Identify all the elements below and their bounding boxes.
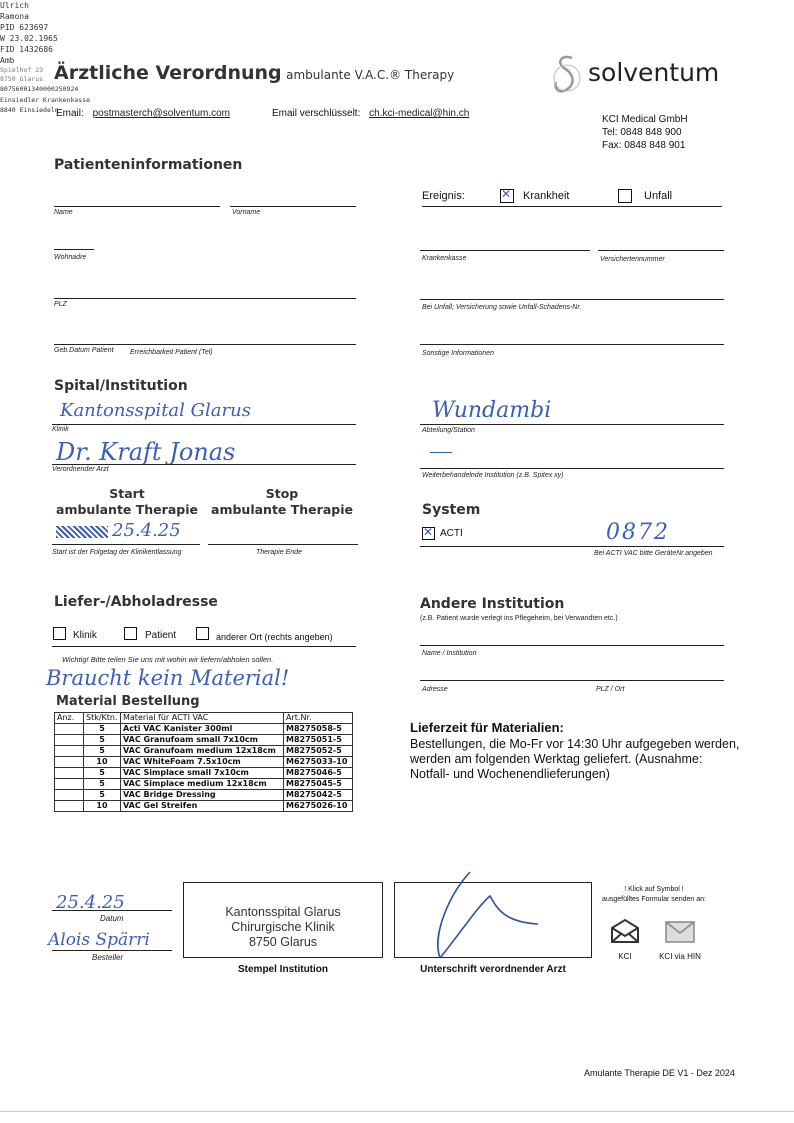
- start-line: [52, 544, 200, 545]
- page-bottom-rule: [0, 1111, 794, 1112]
- besteller-caption: Besteller: [92, 953, 124, 962]
- name-line: [54, 206, 220, 207]
- datum-line: [52, 910, 172, 911]
- system-caption: Bei ACTI VAC bitte GeräteNr.angeben: [594, 550, 713, 557]
- tel-caption: Erreichbarkeit Patient (Tel): [130, 349, 213, 356]
- email-enc-link[interactable]: ch.kci-medical@hin.ch: [369, 108, 470, 119]
- datum-caption: Datum: [100, 914, 124, 923]
- liefer-note: Wichtig! Bitte teilen Sie uns mit wohin wir liefern/abholen sollen.: [62, 655, 274, 664]
- col-anz: Anz.: [55, 713, 84, 724]
- system-heading: System: [422, 502, 481, 518]
- material-stk-cell: 5: [84, 779, 121, 790]
- klinik-handwriting: Kantonsspital Glarus: [60, 400, 251, 421]
- material-anz-cell[interactable]: [55, 724, 84, 735]
- liefer-anderer-label: [216, 632, 333, 642]
- material-name-cell: VAC Simplace small 7x10cm: [121, 768, 284, 779]
- material-name-cell: VAC Granufoam medium 12x18cm: [121, 746, 284, 757]
- company-name: KCI Medical GmbH: [602, 114, 688, 125]
- krankheit-checkbox[interactable]: [500, 189, 514, 203]
- plz-line: [54, 298, 356, 299]
- email-row: [56, 108, 230, 119]
- company-fax: Fax: 0848 848 901: [602, 140, 686, 151]
- start-date-handwriting: 25.4.25: [112, 520, 181, 541]
- start-scribble: [56, 526, 108, 538]
- patient-heading: Patienteninformationen: [54, 157, 243, 173]
- liefer-patient-label: Patient: [145, 630, 177, 641]
- andere-name-caption: Name / Institution: [422, 650, 477, 657]
- andere-adresse-line: [420, 680, 724, 681]
- material-art-cell: M8275045-5: [284, 779, 353, 790]
- stamp-line-3: 8750 Glarus: [248, 935, 318, 949]
- material-anz-cell[interactable]: [55, 735, 84, 746]
- card-number: 80756001340000250924: [0, 85, 79, 93]
- insurer-name: Einsiedler Krankenkasse: [0, 96, 91, 104]
- weiter-line: [420, 468, 724, 469]
- lieferzeit-body: Bestellungen, die Mo-Fr vor 14:30 Uhr aufgegeben werden, werden am folgenden Werktag geliefert. (Ausnahme: Notfall- und Wochenendlieferungen): [410, 737, 740, 781]
- spital-heading: Spital/Institution: [54, 378, 188, 394]
- geb-caption: Geb.Datum Patient: [54, 347, 114, 354]
- material-art-cell: M6275026-10: [284, 801, 353, 812]
- kci-hin-label: KCI via HIN: [659, 952, 701, 961]
- unfall-info-line: [420, 299, 724, 300]
- abteilung-handwriting: Wundambi: [432, 398, 552, 423]
- page-title: [54, 62, 454, 84]
- material-row: [55, 779, 353, 790]
- company-block: [602, 113, 688, 152]
- material-name-cell: VAC Simplace medium 12x18cm: [121, 779, 284, 790]
- label-line-4: W 23.02.1965: [0, 34, 58, 43]
- stop-label: Stop ambulante Therapie: [211, 486, 353, 517]
- label-line-2: Ramona: [0, 12, 29, 21]
- material-row: [55, 757, 353, 768]
- abteilung-line: [420, 424, 724, 425]
- material-stk-cell: 5: [84, 735, 121, 746]
- vn-caption: Versichertennummer: [600, 256, 665, 263]
- material-anz-cell[interactable]: [55, 768, 84, 779]
- material-name-cell: VAC Bridge Dressing: [121, 790, 284, 801]
- col-stk: Stk/Ktn.: [84, 713, 121, 724]
- material-art-cell: M8275052-5: [284, 746, 353, 757]
- datum-handwriting: 25.4.25: [56, 892, 125, 913]
- send-hint-block: [592, 885, 716, 905]
- liefer-handwriting: Braucht kein Material!: [46, 666, 290, 690]
- label-line-3: PID 623697: [0, 23, 49, 32]
- material-name-cell: Acti VAC Kanister 300ml: [121, 724, 284, 735]
- unfall-label: Unfall: [644, 190, 673, 202]
- col-art: Art.Nr.: [284, 713, 353, 724]
- material-name-cell: VAC Granufoam small 7x10cm: [121, 735, 284, 746]
- anderer-text: anderer Ort: [216, 632, 263, 642]
- klinik-caption: Klinik: [52, 426, 69, 433]
- fid-value: FID 1432686: [0, 45, 53, 54]
- arzt-line: [52, 464, 356, 465]
- end-caption: Therapie Ende: [256, 549, 302, 556]
- material-art-cell: M8275042-5: [284, 790, 353, 801]
- address-street: Spielhof 23: [0, 66, 44, 74]
- weiter-caption: Weiterbehandelnde Institution (z.B. Spitex xy): [422, 472, 564, 479]
- ereignis-label: Ereignis:: [422, 190, 465, 202]
- sonst-line: [420, 344, 724, 345]
- material-stk-cell: 5: [84, 768, 121, 779]
- system-line: [420, 546, 724, 547]
- geb-line: [54, 344, 356, 345]
- solventum-logo-icon: [548, 52, 586, 102]
- version-label: Amulante Therapie DE V1 - Dez 2024: [584, 1068, 735, 1078]
- krankheit-label: Krankheit: [523, 190, 570, 202]
- address-city: 8750 Glarus: [0, 75, 44, 83]
- besteller-line: [52, 950, 172, 951]
- stamp-text: [183, 905, 383, 950]
- unfall-caption: Bei Unfall; Versicherung sowie Unfall-Schadens-Nr.: [422, 304, 582, 311]
- material-stk-cell: 10: [84, 757, 121, 768]
- liefer-anderer-checkbox[interactable]: [196, 627, 209, 640]
- lieferzeit-title: Lieferzeit für Materialien:: [410, 720, 564, 735]
- material-anz-cell[interactable]: [55, 801, 84, 812]
- material-header-row: [55, 713, 353, 724]
- stamp-line-2: Chirurgische Klinik: [231, 920, 335, 934]
- liefer-heading: Liefer-/Abholadresse: [54, 594, 218, 610]
- besteller-handwriting: Alois Spärri: [48, 930, 150, 950]
- material-art-cell: M6275033-10: [284, 757, 353, 768]
- andere-name-line: [420, 645, 724, 646]
- material-table: [54, 712, 353, 812]
- kk-line: [420, 250, 590, 251]
- patient-label-sticker: [0, 0, 794, 44]
- sonst-caption: Sonstige Informationen: [422, 350, 494, 357]
- vn-line: [598, 250, 724, 251]
- signature-icon: [418, 866, 558, 964]
- name-caption: Name: [54, 209, 73, 216]
- material-art-cell: M8275058-5: [284, 724, 353, 735]
- arzt-caption: Verordnender Arzt: [52, 466, 109, 473]
- material-row: [55, 768, 353, 779]
- material-art-cell: M8275051-5: [284, 735, 353, 746]
- amb-value: Amb: [0, 56, 15, 65]
- start-caption: Start ist der Folgetag der Klinikentlassung: [52, 549, 182, 556]
- andere-plz-caption: PLZ / Ort: [596, 686, 625, 693]
- material-stk-cell: 5: [84, 746, 121, 757]
- title-sub: ambulante V.A.C.® Therapy: [286, 68, 455, 82]
- andere-adresse-caption: Adresse: [422, 686, 448, 693]
- kci-mail-icon[interactable]: [610, 918, 640, 944]
- material-art-cell: M8275046-5: [284, 768, 353, 779]
- material-heading: Material Bestellung: [56, 694, 200, 709]
- andere-sub: (z.B. Patient wurde verlegt ins Pflegeheim, bei Verwandten etc.): [420, 615, 618, 622]
- email-link[interactable]: postmasterch@solventum.com: [92, 108, 230, 119]
- material-anz-cell[interactable]: [55, 757, 84, 768]
- liefer-patient-checkbox[interactable]: [124, 627, 137, 640]
- email-enc-row: [272, 108, 469, 119]
- material-anz-cell[interactable]: [55, 779, 84, 790]
- material-anz-cell[interactable]: [55, 790, 84, 801]
- ereignis-line: [422, 206, 722, 207]
- email-enc-label: Email verschlüsselt:: [272, 108, 361, 119]
- klinik-line: [52, 424, 356, 425]
- insurer-city: 8840 Einsiedeln: [0, 106, 59, 114]
- end-line: [208, 544, 358, 545]
- kci-hin-mail-icon[interactable]: [664, 918, 696, 944]
- unfall-checkbox[interactable]: [618, 189, 632, 203]
- plz-caption: PLZ: [54, 301, 67, 308]
- material-stk-cell: 5: [84, 790, 121, 801]
- brand-name: solventum: [588, 58, 720, 87]
- stamp-caption: Stempel Institution: [238, 964, 328, 975]
- wohnadre-line: [54, 249, 94, 250]
- material-stk-cell: 10: [84, 801, 121, 812]
- title-main: Ärztliche Verordnung: [54, 62, 282, 84]
- material-anz-cell[interactable]: [55, 746, 84, 757]
- andere-heading: Andere Institution: [420, 596, 565, 612]
- liefer-klinik-checkbox[interactable]: [53, 627, 66, 640]
- signature-caption: Unterschrift verordnender Arzt: [420, 964, 566, 975]
- acti-checkbox[interactable]: [422, 527, 435, 540]
- vorname-caption: Vorname: [232, 209, 261, 216]
- geraet-number-handwriting: 0872: [606, 520, 670, 545]
- material-row: [55, 746, 353, 757]
- material-name-cell: VAC Gel Streifen: [121, 801, 284, 812]
- vorname-line: [230, 206, 356, 207]
- stamp-line-1: Kantonsspital Glarus: [225, 905, 341, 919]
- col-material: Material für ACTI VAC: [121, 713, 284, 724]
- kci-label: KCI: [618, 952, 632, 961]
- material-row: [55, 735, 353, 746]
- acti-label: ACTI: [440, 528, 463, 539]
- email-label: Email:: [56, 108, 84, 119]
- label-line-1: Ulrich: [0, 1, 29, 10]
- material-name-cell: VAC WhiteFoam 7.5x10cm: [121, 757, 284, 768]
- anderer-hint: (rechts angeben): [264, 632, 333, 642]
- kk-caption: Krankenkasse: [422, 255, 467, 262]
- abteilung-caption: Abteilung/Station: [422, 427, 475, 434]
- wohnadre-caption: Wohnadre: [54, 254, 87, 261]
- material-stk-cell: 5: [84, 724, 121, 735]
- material-row: [55, 801, 353, 812]
- start-label: Start ambulante Therapie: [56, 486, 198, 517]
- arzt-handwriting: Dr. Kraft Jonas: [56, 438, 236, 466]
- klick-hint: ! Klick auf Symbol !: [624, 886, 684, 893]
- material-row: [55, 790, 353, 801]
- liefer-klinik-label: Klinik: [73, 630, 97, 641]
- weiter-dash: [430, 452, 452, 453]
- company-tel: Tel: 0848 848 900: [602, 127, 682, 138]
- liefer-line: [52, 646, 356, 647]
- material-row: [55, 724, 353, 735]
- send-hint: ausgefülltes Formular senden an:: [602, 896, 706, 903]
